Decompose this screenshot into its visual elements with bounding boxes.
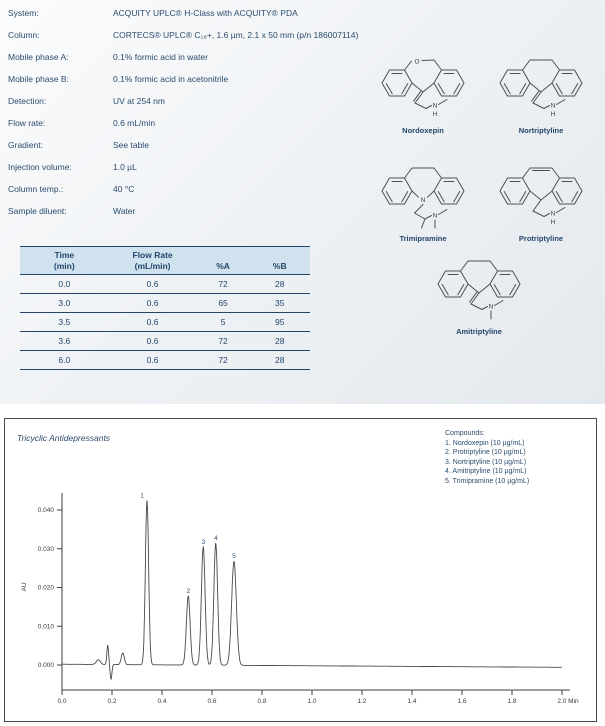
- nitrogen-atom-label: N: [550, 102, 556, 110]
- structure-name: Nordoxepin: [402, 126, 444, 135]
- condition-value: UV at 254 nm: [113, 96, 165, 106]
- gradient-table-header-row: [20, 247, 310, 275]
- condition-label: Mobile phase A:: [8, 52, 69, 62]
- x-tick-label: 1.8: [507, 698, 517, 705]
- cell-pct-b: 28: [250, 275, 310, 294]
- condition-label: Gradient:: [8, 140, 43, 150]
- legend-item: 3. Nortriptyline (10 µg/mL): [445, 458, 527, 466]
- condition-value: 0.1% formic acid in acetonitrile: [113, 74, 229, 84]
- condition-label: Column:: [8, 30, 40, 40]
- oxygen-atom-label: O: [414, 58, 420, 66]
- legend-item: 4. Amitriptyline (10 µg/mL): [445, 468, 527, 476]
- condition-value: ACQUITY UPLC® H-Class with ACQUITY® PDA: [113, 8, 298, 18]
- condition-value: 40 °C: [113, 184, 135, 194]
- condition-value: CORTECS® UPLC® C₁₈+, 1.6 µm, 2.1 x 50 mm (p/n 186007114): [113, 30, 359, 40]
- compounds-legend: [445, 429, 529, 487]
- x-tick-label: 2.0 Min: [557, 698, 579, 705]
- nordoxepin-structure-drawing: [368, 53, 478, 125]
- legend-item: 2. Protriptyline (10 µg/mL): [445, 449, 526, 457]
- cell-pct-a: 5: [197, 313, 250, 332]
- x-tick-label: 0.8: [257, 698, 267, 705]
- condition-value: 1.0 µL: [113, 162, 137, 172]
- column-header-percent-a: %A: [197, 247, 250, 275]
- cell-pct-a: 72: [197, 351, 250, 370]
- structure-trimipramine: [368, 161, 478, 243]
- condition-label: Mobile phase B:: [8, 74, 69, 84]
- column-header-percent-b: %B: [250, 247, 310, 275]
- nitrogen-atom-label: N: [420, 197, 426, 204]
- condition-value: Water: [113, 206, 136, 216]
- peak-label-4: 4: [213, 534, 218, 542]
- x-tick-label: 1.0: [307, 698, 317, 705]
- column-header-flow-rate: Flow Rate (mL/min): [109, 247, 197, 275]
- x-tick-label: 1.4: [407, 698, 417, 705]
- nitrogen-atom-label: N: [550, 210, 556, 218]
- structure-name: Protriptyline: [518, 234, 564, 243]
- cell-flow: 0.6: [109, 294, 197, 313]
- trimipramine-structure-drawing: [368, 161, 478, 233]
- condition-label: Flow rate:: [8, 118, 46, 128]
- table-row: [20, 332, 310, 351]
- legend-item: 5. Trimipramine (10 µg/mL): [445, 477, 530, 485]
- cell-time: 3.0: [20, 294, 109, 313]
- condition-label: Injection volume:: [8, 162, 72, 172]
- table-row: [20, 351, 310, 370]
- legend-title: Compounds:: [445, 430, 485, 437]
- cell-flow: 0.6: [109, 275, 197, 294]
- peak-label-2: 2: [186, 588, 191, 596]
- peak-label-3: 3: [201, 538, 206, 546]
- legend-item: 1. Nordoxepin (10 µg/mL): [445, 439, 525, 447]
- chromatogram-panel: [4, 418, 597, 722]
- nitrogen-atom-label: N: [432, 212, 438, 220]
- y-axis-title: AU: [21, 582, 28, 592]
- cell-pct-b: 35: [250, 294, 310, 313]
- cell-time: 3.6: [20, 332, 109, 351]
- gradient-table: [20, 246, 310, 370]
- protriptyline-structure-drawing: [486, 161, 596, 233]
- structure-name: Nortriptyline: [518, 126, 564, 135]
- hydrogen-atom-label: H: [550, 111, 556, 118]
- table-row: [20, 313, 310, 332]
- method-conditions-list: [8, 6, 360, 226]
- peak-label-5: 5: [232, 553, 236, 561]
- peak-label-1: 1: [140, 492, 144, 500]
- hydrogen-atom-label: H: [432, 111, 438, 118]
- x-tick-label: 0.2: [107, 698, 117, 705]
- cell-pct-a: 72: [197, 332, 250, 351]
- x-tick-label: 0.0: [57, 698, 67, 705]
- cell-pct-b: 28: [250, 351, 310, 370]
- structure-amitriptyline: [424, 254, 534, 336]
- nortriptyline-structure-drawing: [486, 53, 596, 125]
- x-tick-label: 1.2: [357, 698, 367, 705]
- cell-time: 6.0: [20, 351, 109, 370]
- condition-label: Column temp.:: [8, 184, 64, 194]
- table-row: [20, 275, 310, 294]
- cell-flow: 0.6: [109, 313, 197, 332]
- y-tick-label: 0.020: [37, 584, 54, 592]
- x-tick-label: 0.4: [157, 698, 167, 705]
- x-tick-label: 0.6: [207, 698, 217, 705]
- condition-value: 0.1% formic acid in water: [113, 52, 208, 62]
- structure-name: Amitriptyline: [456, 327, 502, 336]
- chromatogram-title: Tricyclic Antidepressants: [17, 433, 111, 443]
- chromatogram-trace: [62, 501, 562, 679]
- structure-protriptyline: [486, 161, 596, 243]
- structure-nortriptyline: [486, 53, 596, 135]
- x-tick-label: 1.6: [457, 698, 467, 705]
- condition-label: Detection:: [8, 96, 47, 106]
- cell-time: 3.5: [20, 313, 109, 332]
- hydrogen-atom-label: H: [550, 219, 556, 226]
- nitrogen-atom-label: N: [488, 303, 494, 311]
- condition-label: Sample diluent:: [8, 206, 67, 216]
- amitriptyline-structure-drawing: [424, 254, 534, 326]
- cell-time: 0.0: [20, 275, 109, 294]
- cell-pct-a: 65: [197, 294, 250, 313]
- structure-nordoxepin: [368, 53, 478, 135]
- condition-value: 0.6 mL/min: [113, 118, 156, 128]
- y-tick-label: 0.000: [37, 662, 54, 669]
- y-tick-label: 0.010: [37, 623, 54, 631]
- table-row: [20, 294, 310, 313]
- y-tick-label: 0.030: [37, 545, 54, 553]
- cell-pct-b: 28: [250, 332, 310, 351]
- nitrogen-atom-label: N: [432, 102, 438, 110]
- cell-pct-b: 95: [250, 313, 310, 332]
- cell-pct-a: 72: [197, 275, 250, 294]
- cell-flow: 0.6: [109, 332, 197, 351]
- structure-name: Trimipramine: [399, 234, 447, 243]
- condition-label: System:: [8, 8, 39, 18]
- column-header-time: Time (min): [20, 247, 109, 275]
- condition-value: See table: [113, 140, 149, 150]
- y-tick-label: 0.040: [37, 507, 54, 514]
- cell-flow: 0.6: [109, 351, 197, 370]
